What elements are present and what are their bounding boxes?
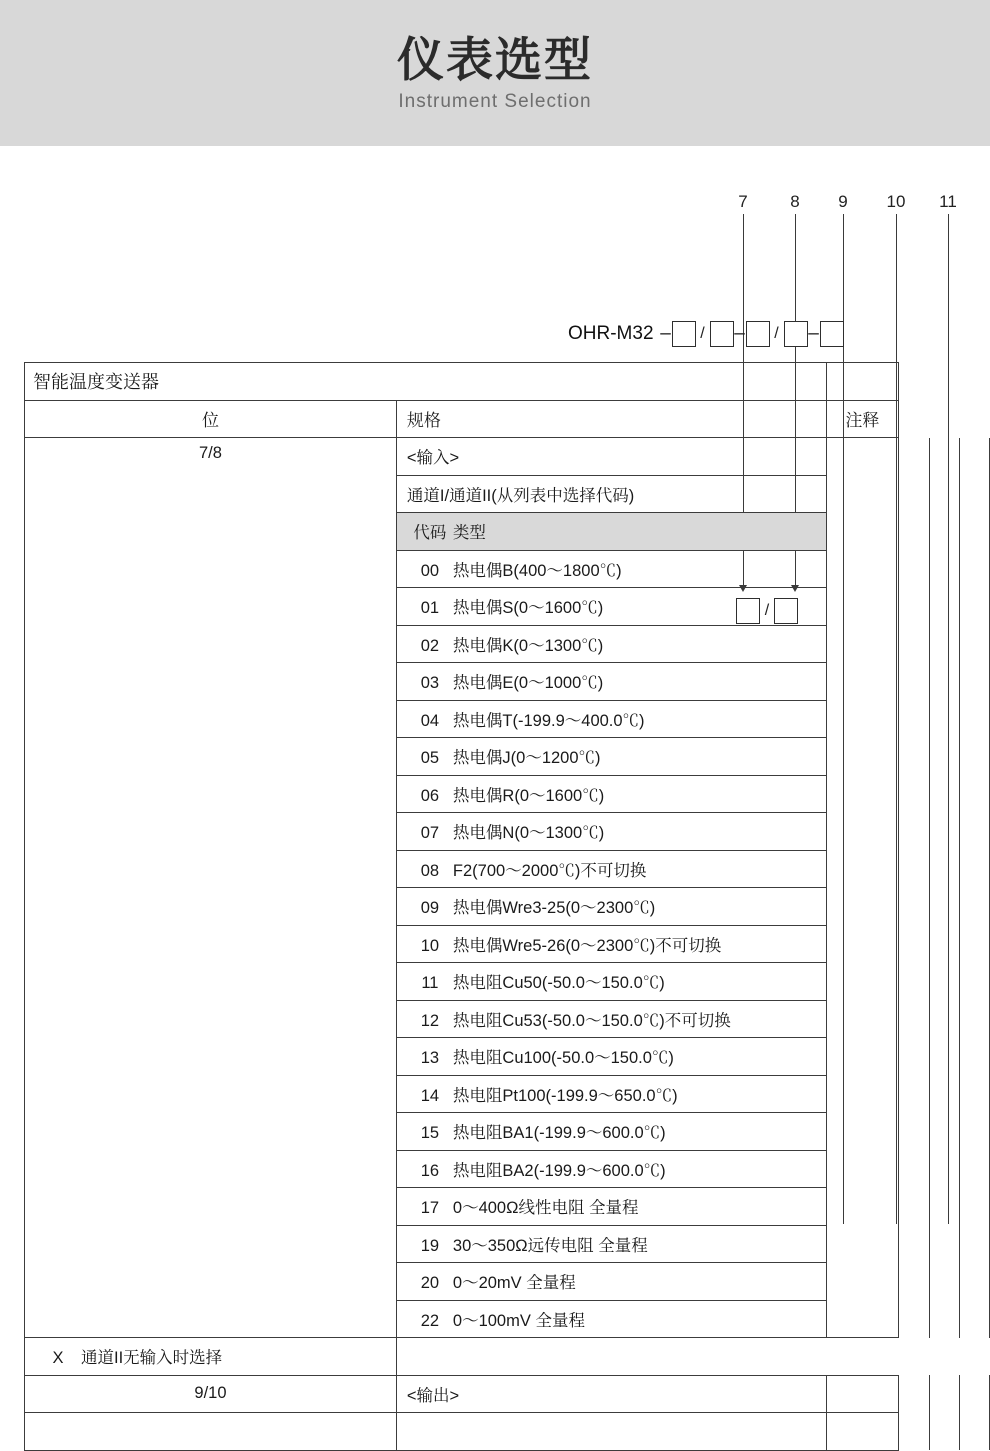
code-box-8[interactable] <box>710 321 734 347</box>
option-code: 07 <box>420 824 440 843</box>
option-code: 02 <box>420 636 440 655</box>
ext-col-1 <box>898 1413 930 1451</box>
page-banner <box>0 0 990 146</box>
option-code: 06 <box>420 786 440 805</box>
spec-cell: <输出> <box>396 1375 826 1413</box>
table-row <box>25 438 990 476</box>
model-code-bar <box>568 316 844 352</box>
ext-col-2 <box>930 1375 959 1413</box>
option-row-22[interactable] <box>396 1300 826 1338</box>
option-row-12[interactable] <box>396 1000 826 1038</box>
option-row-03[interactable] <box>396 663 826 701</box>
ext-col-2 <box>930 1413 959 1451</box>
section-pos-continued <box>25 1413 397 1451</box>
ext-col-1 <box>898 1375 930 1413</box>
option-text: 热电偶R(0～1600℃) <box>452 786 605 805</box>
code-box-11[interactable] <box>820 321 844 347</box>
title-ext-3 <box>959 363 989 401</box>
option-text: F2(700～2000℃)不可切换 <box>452 861 647 880</box>
option-text: 热电偶J(0～1200℃) <box>452 749 601 768</box>
model-number: OHR-M32 <box>568 323 654 344</box>
option-code: 00 <box>420 561 440 580</box>
subheader-code: 代码 <box>413 524 447 543</box>
option-code: 01 <box>420 599 440 618</box>
option-text: 0～20mV 全量程 <box>452 1274 576 1293</box>
option-row-X[interactable] <box>25 1338 397 1376</box>
guide-number-7: 7 <box>738 192 748 211</box>
option-code: 13 <box>420 1049 440 1068</box>
guide-number-10: 10 <box>886 192 906 211</box>
spec-cell: <输入> <box>396 438 826 476</box>
option-text: 热电阻BA2(-199.9～600.0℃) <box>452 1161 666 1180</box>
option-row-01[interactable] <box>396 588 826 626</box>
option-code: X <box>52 1349 64 1368</box>
title-ext-2 <box>930 363 959 401</box>
page-subtitle: Instrument Selection <box>398 91 592 113</box>
code-dash-3: – <box>808 323 819 344</box>
note-cell-continued <box>826 1413 898 1451</box>
table-row <box>25 1413 990 1451</box>
note-cell-9-10 <box>826 1375 898 1413</box>
ext-col-3 <box>959 438 989 1338</box>
option-text: 30～350Ω远传电阻 全量程 <box>452 1236 648 1255</box>
option-text: 热电阻Cu50(-50.0～150.0℃) <box>452 974 665 993</box>
input-code-slash: / <box>764 602 770 619</box>
selection-table <box>24 362 990 1451</box>
code-box-9[interactable] <box>746 321 770 347</box>
option-text: 热电偶S(0～1600℃) <box>452 599 604 618</box>
header-ext-1 <box>898 400 930 438</box>
option-text: 热电阻Cu53(-50.0～150.0℃)不可切换 <box>452 1011 731 1030</box>
code-slash-1: / <box>700 325 705 342</box>
code-box-10[interactable] <box>784 321 808 347</box>
option-code: 15 <box>420 1124 440 1143</box>
header-pos: 位 <box>25 400 397 438</box>
spec-cell: 通道I/通道II(从列表中选择代码) <box>396 475 826 513</box>
option-row-20[interactable] <box>396 1263 826 1301</box>
option-row-15[interactable] <box>396 1113 826 1151</box>
code-dash-2: – <box>734 323 745 344</box>
option-row-17[interactable] <box>396 1188 826 1226</box>
option-row-02[interactable] <box>396 625 826 663</box>
guide-number-9: 9 <box>838 192 848 211</box>
title-note-cell <box>826 363 898 401</box>
option-row-13[interactable] <box>396 1038 826 1076</box>
table-row[interactable] <box>25 1338 990 1376</box>
option-row-09[interactable] <box>396 888 826 926</box>
option-code: 05 <box>420 749 440 768</box>
option-row-07[interactable] <box>396 813 826 851</box>
header-note: 注释 <box>826 400 898 438</box>
spec-subheader <box>396 513 826 551</box>
header-ext-2 <box>930 400 959 438</box>
code-box-7[interactable] <box>672 321 696 347</box>
option-text: 热电偶K(0～1300℃) <box>452 636 604 655</box>
title-ext-1 <box>898 363 930 401</box>
option-text: 通道II无输入时选择 <box>81 1349 223 1368</box>
option-code: 10 <box>420 936 440 955</box>
option-code: 09 <box>420 899 440 918</box>
option-text: 热电阻Pt100(-199.9～650.0℃) <box>452 1086 678 1105</box>
option-text: 热电阻Cu100(-50.0～150.0℃) <box>452 1049 674 1068</box>
option-code: 14 <box>420 1086 440 1105</box>
option-code: 19 <box>420 1236 440 1255</box>
selection-sheet <box>0 146 990 1405</box>
option-row-00[interactable] <box>396 550 826 588</box>
option-text: 热电偶Wre5-26(0～2300℃)不可切换 <box>452 936 722 955</box>
spec-cell-continued <box>396 1413 826 1451</box>
table-row <box>25 1375 990 1413</box>
subheader-type: 类型 <box>452 524 486 543</box>
option-row-10[interactable] <box>396 925 826 963</box>
option-code: 20 <box>420 1274 440 1293</box>
option-code: 22 <box>420 1311 440 1330</box>
product-name-cell: 智能温度变送器 <box>25 363 827 401</box>
section-pos-9-10: 9/10 <box>25 1375 397 1413</box>
table-title-row <box>25 363 990 401</box>
code-slash-2: / <box>774 325 779 342</box>
header-spec: 规格 <box>396 400 826 438</box>
guide-number-11: 11 <box>939 192 957 211</box>
option-row-06[interactable] <box>396 775 826 813</box>
option-row-16[interactable] <box>396 1150 826 1188</box>
option-text: 热电偶T(-199.9～400.0℃) <box>452 711 645 730</box>
option-code: 16 <box>420 1161 440 1180</box>
ext-col-3 <box>959 1413 989 1451</box>
option-text: 热电偶N(0～1300℃) <box>452 824 605 843</box>
option-row-14[interactable] <box>396 1075 826 1113</box>
option-text: 热电阻BA1(-199.9～600.0℃) <box>452 1124 666 1143</box>
code-dash-1: – <box>660 323 671 344</box>
option-text: 0～100mV 全量程 <box>452 1311 585 1330</box>
ext-col-1 <box>898 438 930 1338</box>
option-code: 08 <box>420 861 440 880</box>
option-row-11[interactable] <box>396 963 826 1001</box>
ext-col-2 <box>930 438 959 1338</box>
table-header-row <box>25 400 990 438</box>
page-title: 仪表选型 <box>397 32 593 86</box>
section-pos-7-8: 7/8 <box>25 438 397 1338</box>
option-code: 04 <box>420 711 440 730</box>
ext-col-3 <box>959 1375 989 1413</box>
option-text: 热电偶B(400～1800℃) <box>452 561 622 580</box>
option-code: 03 <box>420 674 440 693</box>
option-text: 0～400Ω线性电阻 全量程 <box>452 1199 639 1218</box>
note-cell-7-8 <box>826 438 898 1338</box>
option-row-08[interactable] <box>396 850 826 888</box>
guide-number-8: 8 <box>790 192 800 211</box>
option-text: 热电偶E(0～1000℃) <box>452 674 604 693</box>
option-code: 17 <box>420 1199 440 1218</box>
option-row-05[interactable] <box>396 738 826 776</box>
option-row-19[interactable] <box>396 1225 826 1263</box>
option-text: 热电偶Wre3-25(0～2300℃) <box>452 899 656 918</box>
option-code: 11 <box>421 974 439 993</box>
option-code: 12 <box>420 1011 440 1030</box>
header-ext-3 <box>959 400 989 438</box>
option-row-04[interactable] <box>396 700 826 738</box>
